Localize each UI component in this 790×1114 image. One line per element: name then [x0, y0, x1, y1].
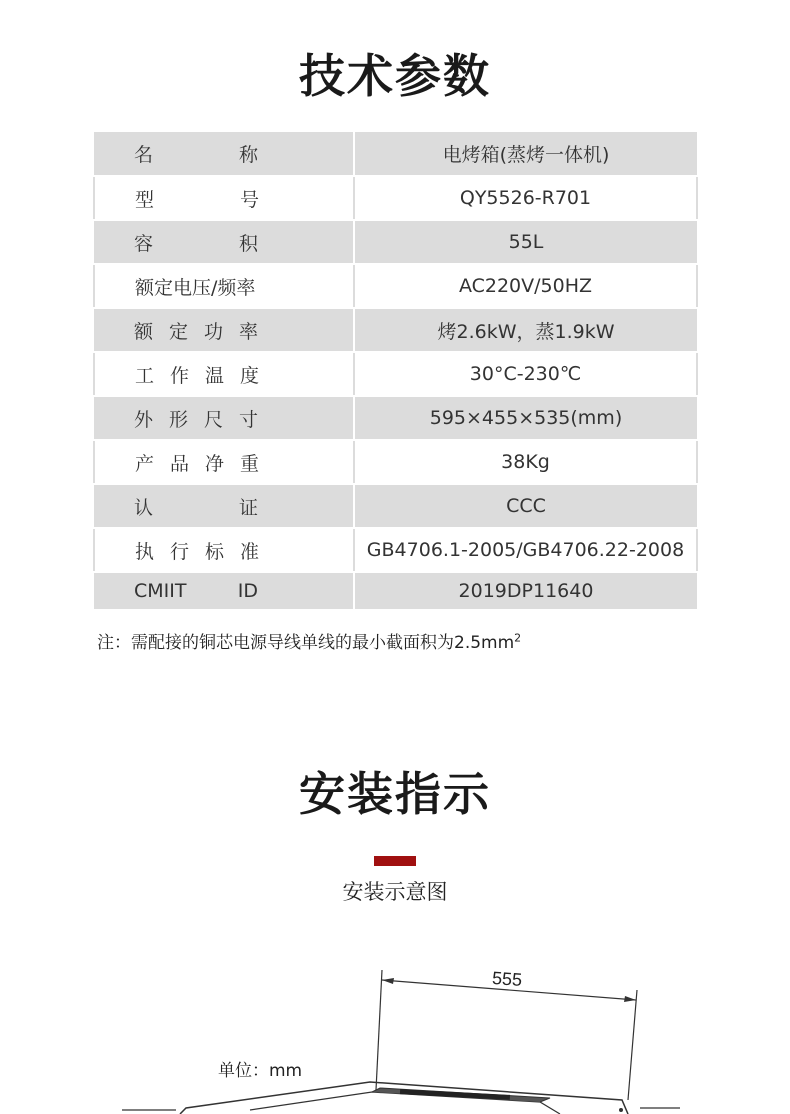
spec-label-part: 产	[135, 452, 155, 475]
spec-value: 2019DP11640	[354, 572, 697, 610]
spec-label-part: 容	[134, 232, 154, 255]
spec-label	[135, 185, 259, 212]
spec-label-part: 标	[204, 540, 224, 563]
spec-row	[94, 308, 697, 352]
wiring-note	[97, 628, 521, 653]
spec-label-part: 品	[169, 452, 189, 475]
spec-label	[134, 317, 258, 344]
dimension-right-extension	[628, 990, 637, 1100]
specs-title: 技术参数	[299, 49, 491, 103]
spec-label-part: 形	[168, 408, 188, 431]
spec-label	[134, 493, 258, 520]
spec-label	[134, 140, 258, 167]
spec-label-part: 执	[135, 540, 155, 563]
installation-diagram	[0, 950, 790, 1114]
spec-label-part: 温	[204, 364, 224, 387]
spec-value: AC220V/50HZ	[354, 264, 697, 308]
dimension-left-extension	[376, 970, 382, 1090]
spec-row	[94, 264, 697, 308]
spec-value: QY5526-R701	[354, 176, 697, 220]
spec-label-part: 外	[134, 408, 154, 431]
spec-value: 595×455×535(mm)	[354, 396, 697, 440]
spec-label-cell	[94, 396, 354, 440]
spec-label-part: 号	[239, 188, 259, 211]
spec-row	[94, 176, 697, 220]
spec-row	[94, 484, 697, 528]
note-text: 注：需配接的铜芯电源导线单线的最小截面积为2.5mm	[97, 633, 515, 653]
spec-label-part: 称	[238, 144, 258, 166]
spec-label-part: 额定电压/频率	[135, 276, 256, 299]
spec-value: 38Kg	[354, 440, 697, 484]
spec-row	[94, 572, 697, 610]
dimension-width-label: 555	[491, 967, 523, 990]
cabinet-outline	[180, 1082, 628, 1114]
spec-label-part: 尺	[203, 408, 223, 431]
diagram-caption: 安装示意图	[342, 880, 448, 904]
install-title: 安装指示	[299, 767, 491, 821]
spec-value: 55L	[354, 220, 697, 264]
spec-label-cell	[94, 132, 354, 176]
spec-value: 烤2.6kW，蒸1.9kW	[354, 308, 697, 352]
spec-label-part: 重	[239, 452, 259, 475]
spec-label-part: CMIIT	[134, 580, 187, 602]
accent-bar	[374, 856, 416, 866]
spec-label-cell	[94, 440, 354, 484]
spec-label-cell	[94, 572, 354, 610]
spec-label-cell	[94, 528, 354, 572]
spec-label-part: 净	[204, 452, 224, 475]
spec-label-part: 名	[134, 144, 154, 166]
unit-label: 单位：mm	[218, 1061, 303, 1081]
spec-label-part: 额	[134, 320, 154, 343]
spec-label	[135, 273, 259, 300]
spec-label	[135, 449, 259, 476]
spec-label	[134, 229, 258, 256]
spec-value: 电烤箱(蒸烤一体机)	[354, 132, 697, 176]
spec-label-cell	[94, 220, 354, 264]
spec-label-part: 准	[239, 540, 259, 563]
cutout-outline	[250, 1092, 560, 1114]
spec-label-part: ID	[237, 580, 258, 602]
spec-label-part: 寸	[238, 408, 258, 431]
screw-point	[619, 1108, 623, 1112]
spec-value: CCC	[354, 484, 697, 528]
note-superscript: 2	[514, 631, 522, 645]
spec-row	[94, 440, 697, 484]
spec-label-cell	[94, 176, 354, 220]
spec-label	[135, 361, 259, 388]
spec-label-part: 功	[203, 320, 223, 343]
dimension-arrow-right	[624, 996, 636, 1002]
spec-label-part: 认	[134, 496, 154, 519]
spec-label-part: 型	[135, 188, 155, 211]
spec-label	[134, 405, 258, 432]
spec-row	[94, 528, 697, 572]
spec-label	[134, 580, 258, 602]
spec-row	[94, 396, 697, 440]
spec-label-part: 工	[135, 364, 155, 387]
spec-row	[94, 132, 697, 176]
spec-label-part: 证	[238, 496, 258, 519]
spec-label-part: 作	[169, 364, 189, 387]
spec-row	[94, 352, 697, 396]
spec-label	[135, 537, 259, 564]
spec-label-cell	[94, 264, 354, 308]
dimension-arrow-left	[382, 978, 394, 984]
spec-label-part: 定	[168, 320, 188, 343]
spec-label-cell	[94, 308, 354, 352]
spec-value: GB4706.1-2005/GB4706.22-2008	[354, 528, 697, 572]
spec-label-part: 度	[239, 364, 259, 387]
spec-table	[93, 132, 698, 611]
spec-value: 30°C-230℃	[354, 352, 697, 396]
spec-label-cell	[94, 352, 354, 396]
spec-label-cell	[94, 484, 354, 528]
spec-row	[94, 220, 697, 264]
spec-label-part: 行	[169, 540, 189, 563]
spec-label-part: 积	[238, 232, 258, 255]
spec-label-part: 率	[238, 320, 258, 343]
